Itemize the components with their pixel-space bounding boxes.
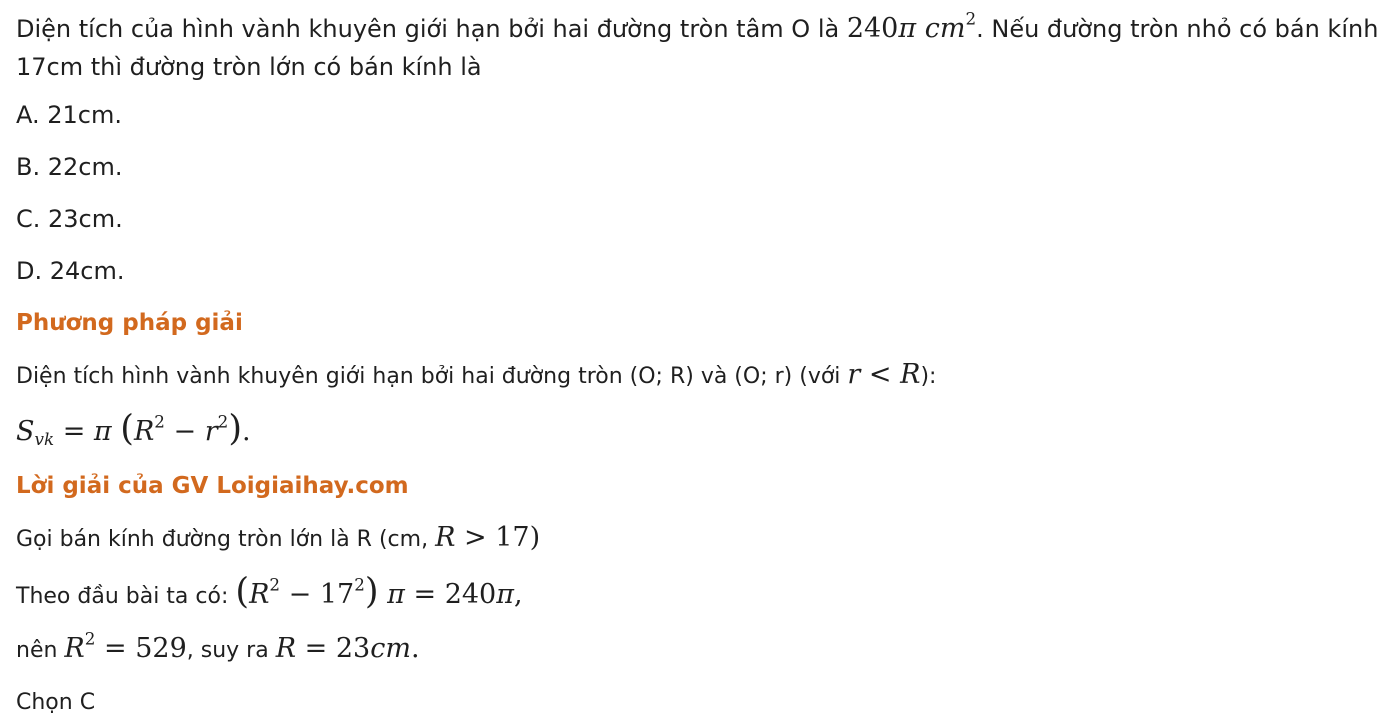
answer-choice: Chọn C bbox=[16, 690, 96, 715]
method-intro bbox=[16, 358, 1384, 394]
solution-line-3 bbox=[16, 628, 1384, 668]
annulus-area-formula: $S_{vk} = \pi$ $(R^2 - r^2)$. bbox=[16, 408, 251, 450]
area-formula-line bbox=[16, 408, 1384, 451]
inequality-formula: r < R bbox=[847, 359, 921, 390]
method-heading: Phương pháp giải bbox=[16, 310, 243, 336]
option-d[interactable]: D. 24cm. bbox=[16, 257, 125, 285]
solution-line-3-prefix: nên bbox=[16, 638, 65, 663]
solution-line-1-text: Gọi bán kính đường tròn lớn là R (cm, bbox=[16, 527, 436, 552]
r-squared-formula: $R^2 = 529$ bbox=[64, 628, 187, 664]
equation-formula: $(R^2 - 17^2) \pi = 240\pi$, bbox=[235, 571, 523, 612]
solution-line-2 bbox=[16, 571, 1384, 614]
radius-condition-formula: R > 17) bbox=[435, 522, 541, 553]
question-part: Diện tích của hình vành khuyên giới hạn bởi hai đường tròn tâm O là bbox=[16, 15, 847, 43]
solution-line-3-middle: , suy ra bbox=[186, 638, 276, 663]
r-squared-value: 529 bbox=[135, 633, 187, 664]
result-formula: R = 23cm. bbox=[275, 633, 420, 664]
solution-line-1 bbox=[16, 521, 1384, 557]
small-radius-value: 17 bbox=[495, 522, 530, 553]
result-value: 23 bbox=[335, 633, 371, 664]
option-a[interactable]: A. 21cm. bbox=[16, 101, 122, 129]
small-radius-value: 17 bbox=[319, 579, 355, 610]
solution-line-2-text: Theo đầu bài ta có: bbox=[16, 584, 236, 609]
area-formula: 240π $cm^2$ bbox=[846, 8, 977, 44]
method-intro-end: ): bbox=[920, 364, 937, 389]
option-b[interactable]: B. 22cm. bbox=[16, 153, 123, 181]
area-value: 240 bbox=[444, 579, 497, 610]
question-part: . Nếu đường tròn nhỏ có bán kính 17cm thì đường tròn lớn có bán kính là bbox=[16, 15, 1379, 81]
method-intro-text: Diện tích hình vành khuyên giới hạn bởi hai đường tròn (O; R) và (O; r) (với bbox=[16, 364, 848, 389]
option-c[interactable]: C. 23cm. bbox=[16, 205, 123, 233]
area-value: 240 bbox=[846, 13, 899, 44]
question-text bbox=[16, 10, 1384, 86]
solution-heading: Lời giải của GV Loigiaihay.com bbox=[16, 473, 409, 499]
